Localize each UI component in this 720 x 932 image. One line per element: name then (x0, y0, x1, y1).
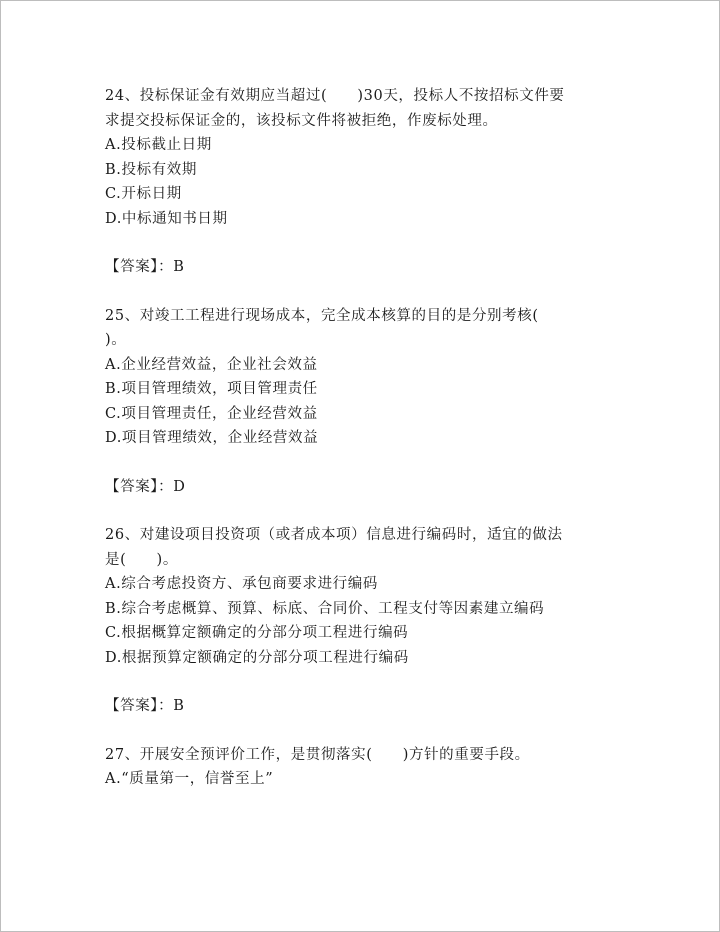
question-stem-line: 26、对建设项目投资项（或者成本项）信息进行编码时，适宜的做法 (105, 527, 563, 543)
option-c: C.开标日期 (105, 186, 182, 202)
option-d: D.中标通知书日期 (105, 210, 228, 227)
question-stem-line: 25、对竣工工程进行现场成本，完全成本核算的目的是分别考核( (105, 307, 539, 324)
document-body (105, 84, 625, 792)
option-b: B.综合考虑概算、预算、标底、合同价、工程支付等因素建立编码 (105, 600, 545, 617)
question-stem-line: 27、开展安全预评价工作，是贯彻落实( )方针的重要手段。 (105, 746, 530, 763)
answer-label: 【答案】：B (105, 259, 185, 275)
option-c: C.项目管理责任，企业经营效益 (105, 405, 318, 422)
question-stem-line: )。 (105, 332, 127, 348)
answer-label: 【答案】：D (105, 478, 186, 495)
option-b: B.投标有效期 (105, 161, 197, 178)
answer-label: 【答案】：B (105, 698, 185, 714)
option-d: D.项目管理绩效，企业经营效益 (105, 430, 319, 446)
question-stem-line: 求提交投标保证金的，该投标文件将被拒绝，作废标处理。 (105, 112, 498, 129)
option-a: A.“质量第一，信誉至上” (105, 771, 274, 787)
option-b: B.项目管理绩效，项目管理责任 (105, 381, 318, 397)
question-24 (105, 84, 625, 280)
question-stem-line: 24、投标保证金有效期应当超过( )30天，投标人不按招标文件要 (105, 88, 565, 104)
question-stem-line: 是( )。 (105, 551, 178, 568)
option-c: C.根据概算定额确定的分部分项工程进行编码 (105, 625, 409, 641)
option-a: A.投标截止日期 (105, 137, 212, 153)
option-a: A.综合考虑投资方、承包商要求进行编码 (105, 576, 378, 592)
question-27 (105, 743, 625, 792)
option-a: A.企业经营效益，企业社会效益 (105, 356, 318, 373)
option-d: D.根据预算定额确定的分部分项工程进行编码 (105, 649, 409, 666)
question-25 (105, 304, 625, 500)
question-26 (105, 523, 625, 719)
